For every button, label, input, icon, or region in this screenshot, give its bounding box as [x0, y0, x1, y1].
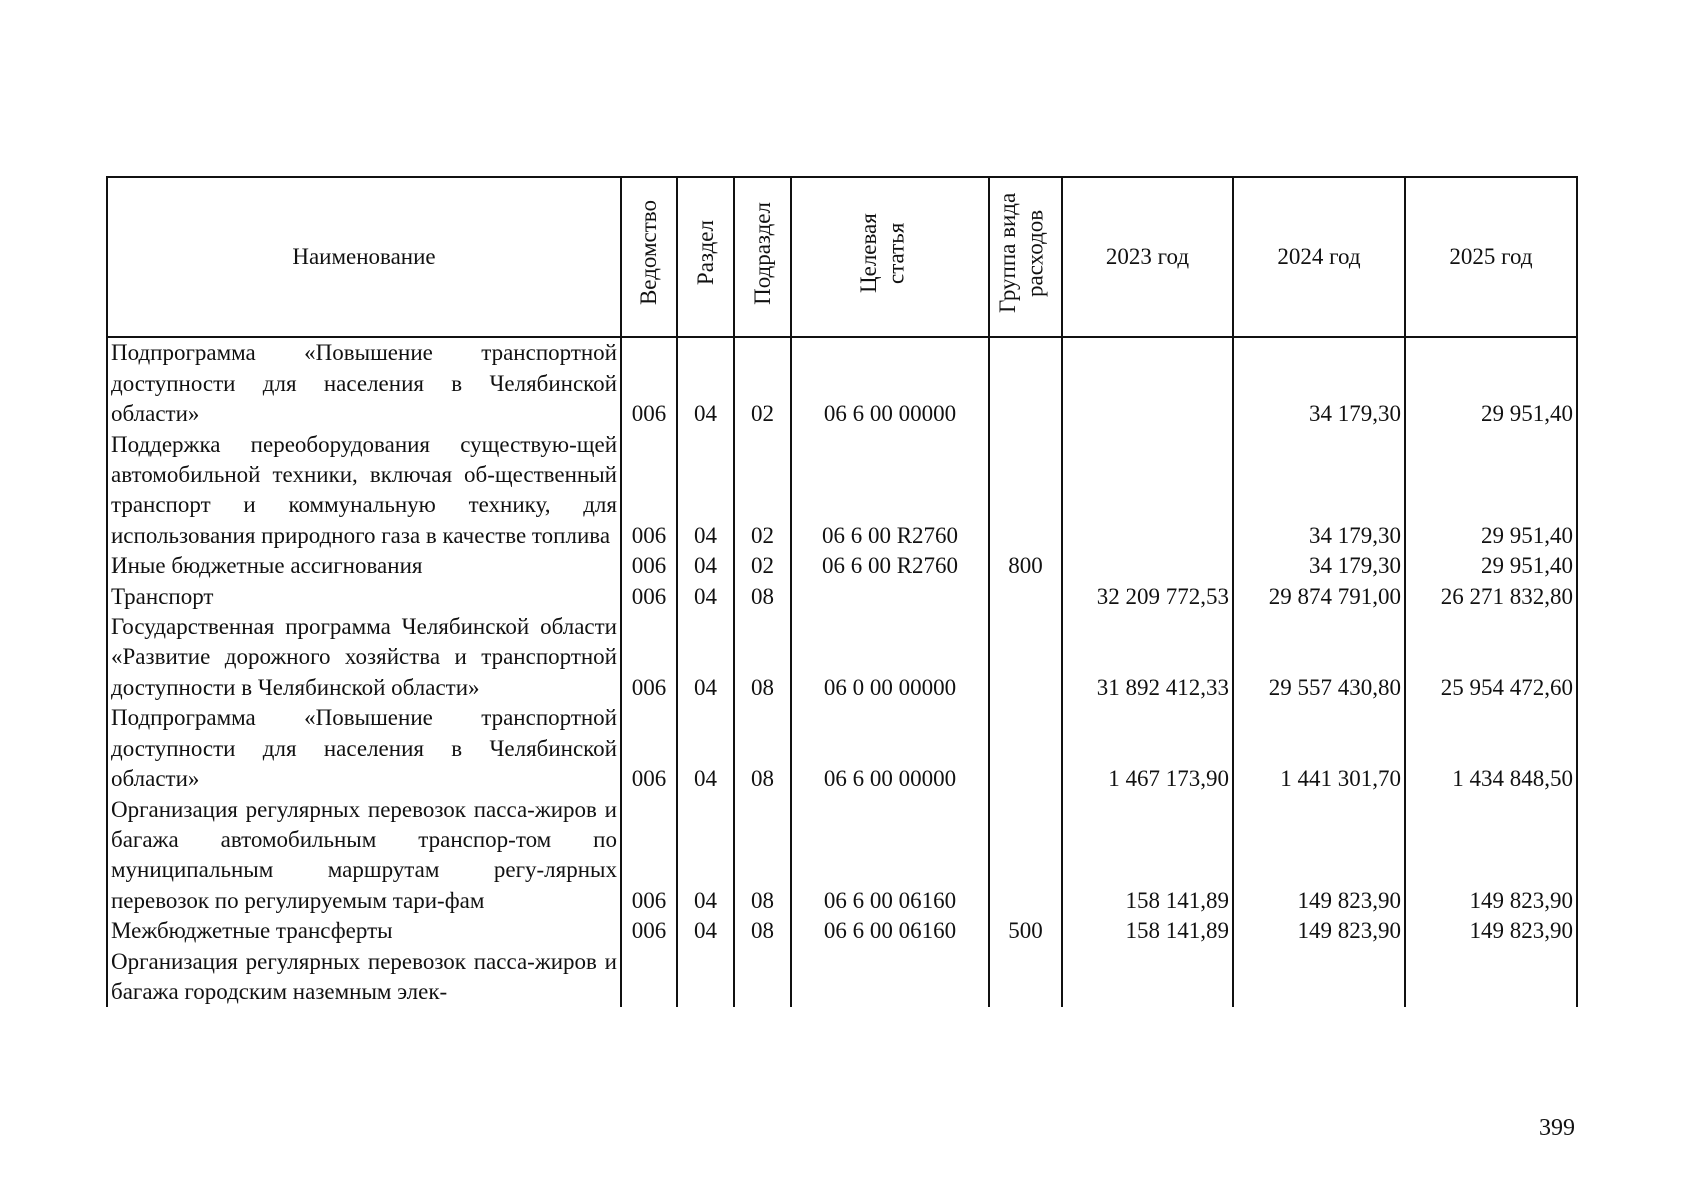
cell-name: Организация регулярных перевозок пасса-жиров и багажа городским наземным элек- [107, 947, 621, 1008]
cell-name: Поддержка переоборудования существую-щей автомобильной техники, включая об-щественный транспорт и коммунальную технику, для использования природного газа в качестве топлива [107, 430, 621, 552]
cell-2023 [1062, 947, 1233, 1008]
header-name: Наименование [107, 177, 621, 337]
cell-target-article: 06 6 00 00000 [791, 337, 989, 429]
cell-2025: 149 823,90 [1405, 795, 1577, 917]
cell-department: 006 [621, 916, 677, 946]
cell-2025: 29 951,40 [1405, 551, 1577, 581]
cell-target-article [791, 582, 989, 612]
cell-department: 006 [621, 551, 677, 581]
cell-subsection: 08 [734, 703, 791, 794]
cell-department: 006 [621, 612, 677, 703]
cell-department: 006 [621, 703, 677, 794]
cell-expense-group [989, 795, 1062, 917]
cell-2024: 34 179,30 [1233, 337, 1405, 429]
table-row [107, 337, 1577, 429]
cell-section: 04 [677, 582, 734, 612]
cell-2023: 31 892 412,33 [1062, 612, 1233, 703]
cell-2024: 34 179,30 [1233, 430, 1405, 552]
cell-department [621, 947, 677, 1008]
budget-table [106, 176, 1578, 1007]
table-row [107, 795, 1577, 917]
cell-2024 [1233, 947, 1405, 1008]
header-2024: 2024 год [1233, 177, 1405, 337]
cell-section: 04 [677, 337, 734, 429]
cell-target-article: 06 0 00 00000 [791, 612, 989, 703]
cell-expense-group: 800 [989, 551, 1062, 581]
cell-section: 04 [677, 612, 734, 703]
cell-2023 [1062, 551, 1233, 581]
cell-subsection: 02 [734, 430, 791, 552]
cell-expense-group: 500 [989, 916, 1062, 946]
cell-name: Организация регулярных перевозок пасса-жиров и багажа автомобильным транспор-том по муниципальным маршрутам регу-лярных перевозок по регулируемым тари-фам [107, 795, 621, 917]
cell-target-article [791, 947, 989, 1008]
cell-expense-group [989, 430, 1062, 552]
table-row [107, 430, 1577, 552]
header-target-article [791, 177, 989, 337]
cell-section: 04 [677, 430, 734, 552]
header-section-label: Раздел [692, 220, 718, 286]
table-row [107, 612, 1577, 703]
cell-department: 006 [621, 795, 677, 917]
header-section [677, 177, 734, 337]
cell-name: Государственная программа Челябинской области «Развитие дорожного хозяйства и транспортной доступности в Челябинской области» [107, 612, 621, 703]
header-expense-group [989, 177, 1062, 337]
cell-section: 04 [677, 916, 734, 946]
header-target-article-label: Целевая статья [856, 213, 909, 293]
cell-2023: 32 209 772,53 [1062, 582, 1233, 612]
cell-2023: 158 141,89 [1062, 795, 1233, 917]
cell-name: Подпрограмма «Повышение транспортной доступности для населения в Челябинской области» [107, 703, 621, 794]
cell-2024: 149 823,90 [1233, 916, 1405, 946]
cell-expense-group [989, 703, 1062, 794]
cell-department: 006 [621, 337, 677, 429]
page-number: 399 [1539, 1115, 1575, 1141]
cell-name: Транспорт [107, 582, 621, 612]
cell-2023: 1 467 173,90 [1062, 703, 1233, 794]
cell-2023 [1062, 430, 1233, 552]
header-expense-group-label: Группа вида расходов [994, 192, 1048, 314]
header-department [621, 177, 677, 337]
header-department-label: Ведомство [636, 200, 662, 306]
cell-2023: 158 141,89 [1062, 916, 1233, 946]
cell-department: 006 [621, 430, 677, 552]
cell-expense-group [989, 612, 1062, 703]
cell-2025: 1 434 848,50 [1405, 703, 1577, 794]
cell-expense-group [989, 337, 1062, 429]
cell-target-article: 06 6 00 06160 [791, 916, 989, 946]
cell-expense-group [989, 582, 1062, 612]
cell-name: Межбюджетные трансферты [107, 916, 621, 946]
cell-2024: 149 823,90 [1233, 795, 1405, 917]
cell-subsection [734, 947, 791, 1008]
cell-2025: 29 951,40 [1405, 337, 1577, 429]
cell-2024: 29 874 791,00 [1233, 582, 1405, 612]
cell-target-article: 06 6 00 R2760 [791, 430, 989, 552]
cell-subsection: 08 [734, 916, 791, 946]
cell-department: 006 [621, 582, 677, 612]
table-row [107, 582, 1577, 612]
header-row [107, 177, 1577, 337]
cell-2024: 34 179,30 [1233, 551, 1405, 581]
cell-2025 [1405, 947, 1577, 1008]
cell-2025: 29 951,40 [1405, 430, 1577, 552]
cell-subsection: 02 [734, 337, 791, 429]
cell-section [677, 947, 734, 1008]
cell-2024: 1 441 301,70 [1233, 703, 1405, 794]
table-row [107, 916, 1577, 946]
cell-target-article: 06 6 00 00000 [791, 703, 989, 794]
table-row [107, 703, 1577, 794]
cell-2025: 25 954 472,60 [1405, 612, 1577, 703]
cell-subsection: 02 [734, 551, 791, 581]
cell-name: Иные бюджетные ассигнования [107, 551, 621, 581]
table-body [107, 337, 1577, 1007]
cell-2025: 149 823,90 [1405, 916, 1577, 946]
cell-expense-group [989, 947, 1062, 1008]
table-row [107, 947, 1577, 1008]
table-row [107, 551, 1577, 581]
header-subsection [734, 177, 791, 337]
cell-section: 04 [677, 703, 734, 794]
header-2023: 2023 год [1062, 177, 1233, 337]
cell-subsection: 08 [734, 795, 791, 917]
header-2025: 2025 год [1405, 177, 1577, 337]
cell-2025: 26 271 832,80 [1405, 582, 1577, 612]
cell-section: 04 [677, 551, 734, 581]
cell-section: 04 [677, 795, 734, 917]
cell-subsection: 08 [734, 582, 791, 612]
cell-2024: 29 557 430,80 [1233, 612, 1405, 703]
cell-target-article: 06 6 00 R2760 [791, 551, 989, 581]
cell-name: Подпрограмма «Повышение транспортной доступности для населения в Челябинской области» [107, 337, 621, 429]
header-subsection-label: Подраздел [749, 201, 775, 305]
cell-target-article: 06 6 00 06160 [791, 795, 989, 917]
cell-2023 [1062, 337, 1233, 429]
cell-subsection: 08 [734, 612, 791, 703]
